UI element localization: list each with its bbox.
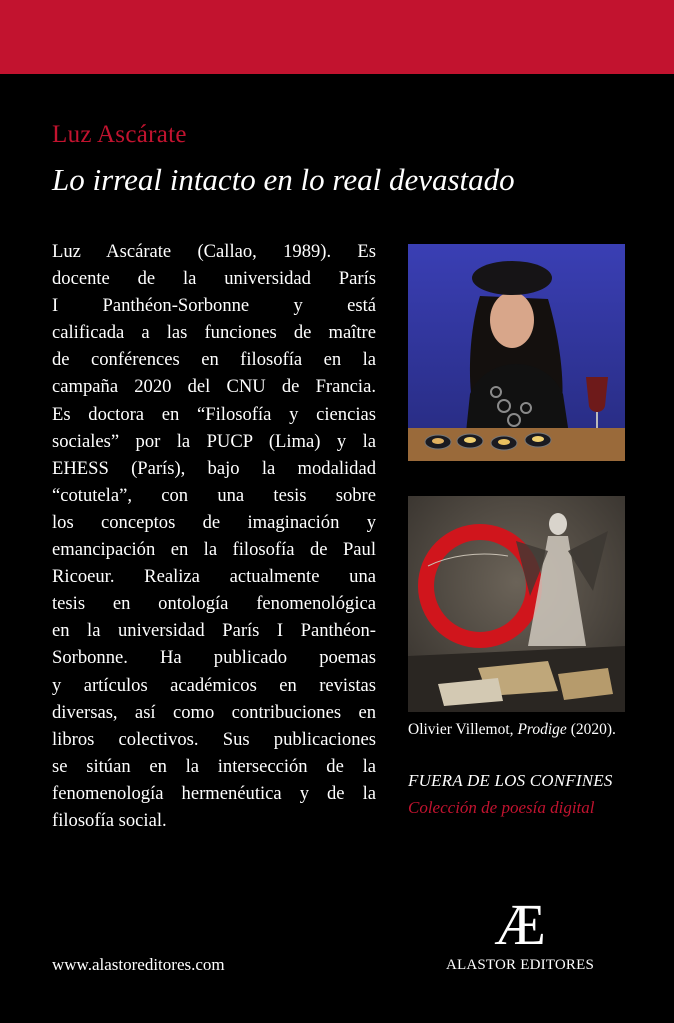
bio-line: Es doctora en “Filosofía y ciencias xyxy=(52,403,376,425)
series-name: FUERA DE LOS CONFINES xyxy=(408,771,613,790)
bio-line: I Panthéon-Sorbonne y está xyxy=(52,295,376,317)
artwork-caption xyxy=(408,721,628,739)
author-name: Luz Ascárate xyxy=(52,121,187,148)
publisher-mark: Æ xyxy=(494,892,546,957)
bio-line: y artículos académicos en revistas xyxy=(52,674,376,696)
bio-line: diversas, así como contribuciones en xyxy=(52,701,376,723)
artwork-image xyxy=(408,496,625,712)
bio-line: tesis en ontología fenomenológica xyxy=(52,593,376,615)
publisher-name: ALASTOR EDITORES xyxy=(445,957,595,973)
bio-line: docente de la universidad París xyxy=(52,268,376,290)
bio-line: “cotutela”, con una tesis sobre xyxy=(52,484,376,506)
bio-line: los conceptos de imaginación y xyxy=(52,511,376,533)
caption-work-title: Prodige xyxy=(517,721,567,738)
bio-line: emancipación en la filosofía de Paul xyxy=(52,539,376,561)
bio-line: calificada a las funciones de maître xyxy=(52,322,376,344)
caption-year: (2020). xyxy=(570,721,616,738)
author-biography xyxy=(52,238,376,834)
publisher-logo xyxy=(430,892,610,985)
bio-line: de conférences en filosofía en la xyxy=(52,349,376,371)
bio-line: Luz Ascárate (Callao, 1989). Es xyxy=(52,241,376,262)
bio-line: libros colectivos. Sus publicaciones xyxy=(52,728,376,750)
bio-line: campaña 2020 del CNU de Francia. xyxy=(52,376,376,398)
publisher-website: www.alastoreditores.com xyxy=(52,955,225,974)
bio-line: Ricoeur. Realiza actualmente una xyxy=(52,566,376,588)
bio-line: en la universidad París I Panthéon- xyxy=(52,620,376,642)
top-color-band xyxy=(0,0,674,74)
bio-line: filosofía social. xyxy=(52,809,167,831)
series-subtitle: Colección de poesía digital xyxy=(408,798,595,817)
bio-line: sociales” por la PUCP (Lima) y la xyxy=(52,430,376,452)
bio-line: se sitúan en la intersección de la xyxy=(52,755,376,777)
author-photo xyxy=(408,244,625,461)
caption-artist: Olivier Villemot, xyxy=(408,721,514,738)
bio-line: Sorbonne. Ha publicado poemas xyxy=(52,647,376,669)
bio-line: fenomenología hermenéutica y de la xyxy=(52,782,376,804)
book-title: Lo irreal intacto en lo real devastado xyxy=(52,162,515,197)
bio-line: EHESS (París), bajo la modalidad xyxy=(52,457,376,479)
